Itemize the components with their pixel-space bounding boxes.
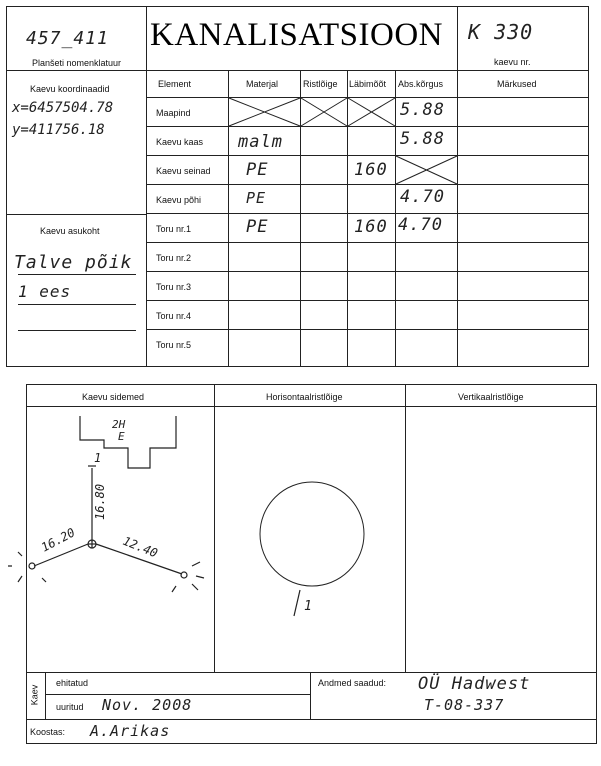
- pipe-cross-section: [260, 482, 364, 586]
- manhole-number-label: kaevu nr.: [494, 57, 531, 67]
- distance-left: 16.20: [38, 525, 78, 555]
- row-4-material: PE: [246, 189, 267, 207]
- row-2-material: malm: [238, 132, 283, 152]
- header-diameter: Läbimõõt: [349, 79, 387, 89]
- row-element-2: Kaevu kaas: [156, 137, 204, 147]
- vertical-heading: Vertikaalristlõige: [458, 392, 524, 402]
- coordinates-label: Kaevu koordinaadid: [30, 84, 110, 94]
- row-element-8: Toru nr.4: [156, 311, 192, 321]
- entry-label: 1: [94, 451, 102, 465]
- row-element-1: Maapind: [156, 108, 191, 118]
- row-element-3: Kaevu seinad: [156, 166, 211, 176]
- footer-mid-line: [45, 694, 310, 695]
- sheet-title: KANALISATSIOON: [150, 17, 443, 53]
- row-element-4: Kaevu põhi: [156, 195, 202, 205]
- header-elevation: Abs.kõrgus: [398, 79, 444, 89]
- coordinate-y: y=411756.18: [12, 122, 105, 138]
- distance-right: 12.40: [120, 533, 160, 561]
- header-notes: Märkused: [497, 79, 537, 89]
- data-from-value-1: OÜ Hadwest: [418, 674, 531, 694]
- author-value: A.Arikas: [90, 722, 171, 740]
- data-from-label: Andmed saadud:: [318, 678, 387, 688]
- horizontal-heading: Horisontaalristlõige: [266, 392, 343, 402]
- nomenclature-value: 457_411: [26, 28, 109, 49]
- row-element-6: Toru nr.2: [156, 253, 192, 263]
- right-end-symbol: [181, 572, 187, 578]
- header-element: Element: [158, 79, 192, 89]
- row-5-material: PE: [246, 217, 269, 237]
- surveyed-value: Nov. 2008: [102, 696, 193, 714]
- row-4-elevation: 4.70: [400, 187, 445, 207]
- data-from-value-2: T-08-337: [424, 696, 505, 714]
- footer-side-divider: [45, 672, 46, 719]
- footer-top-line: [26, 672, 597, 673]
- links-heading: Kaevu sidemed: [82, 392, 145, 402]
- footer-side-label: Kaev: [29, 684, 40, 706]
- location-label: Kaevu asukoht: [40, 226, 100, 236]
- built-label: ehitatud: [56, 678, 89, 688]
- row-3-material: PE: [246, 160, 269, 180]
- row-5-elevation: 4.70: [398, 215, 443, 235]
- footer-author-line: [26, 719, 597, 720]
- row-3-diameter: 160: [354, 160, 388, 180]
- author-label: Koostas:: [30, 727, 66, 737]
- row-5-diameter: 160: [354, 217, 388, 237]
- header-material: Materjal: [246, 79, 279, 89]
- pipe-pointer: [294, 590, 300, 616]
- nomenclature-label: Planšeti nomenklatuur: [32, 58, 122, 68]
- left-end-arrows: [8, 552, 46, 582]
- row-element-9: Toru nr.5: [156, 340, 192, 350]
- pipe-number: 1: [304, 599, 312, 614]
- coordinate-x: x=6457504.78: [12, 100, 114, 116]
- building-sublabel: E: [118, 430, 125, 443]
- header-section: Ristlõige: [303, 79, 338, 89]
- row-element-5: Toru nr.1: [156, 224, 192, 234]
- surveyed-label: uuritud: [56, 702, 84, 712]
- right-end-arrows: [172, 562, 204, 592]
- row-1-elevation: 5.88: [400, 100, 445, 120]
- location-line-1: Talve põik: [14, 252, 133, 273]
- row-element-7: Toru nr.3: [156, 282, 192, 292]
- building-label: 2H: [112, 418, 126, 431]
- location-line-2: 1 ees: [18, 282, 72, 301]
- row-2-elevation: 5.88: [400, 129, 445, 149]
- distance-up: 16.80: [93, 483, 107, 520]
- footer-data-divider: [310, 672, 311, 719]
- manhole-number-value: K 330: [468, 20, 534, 44]
